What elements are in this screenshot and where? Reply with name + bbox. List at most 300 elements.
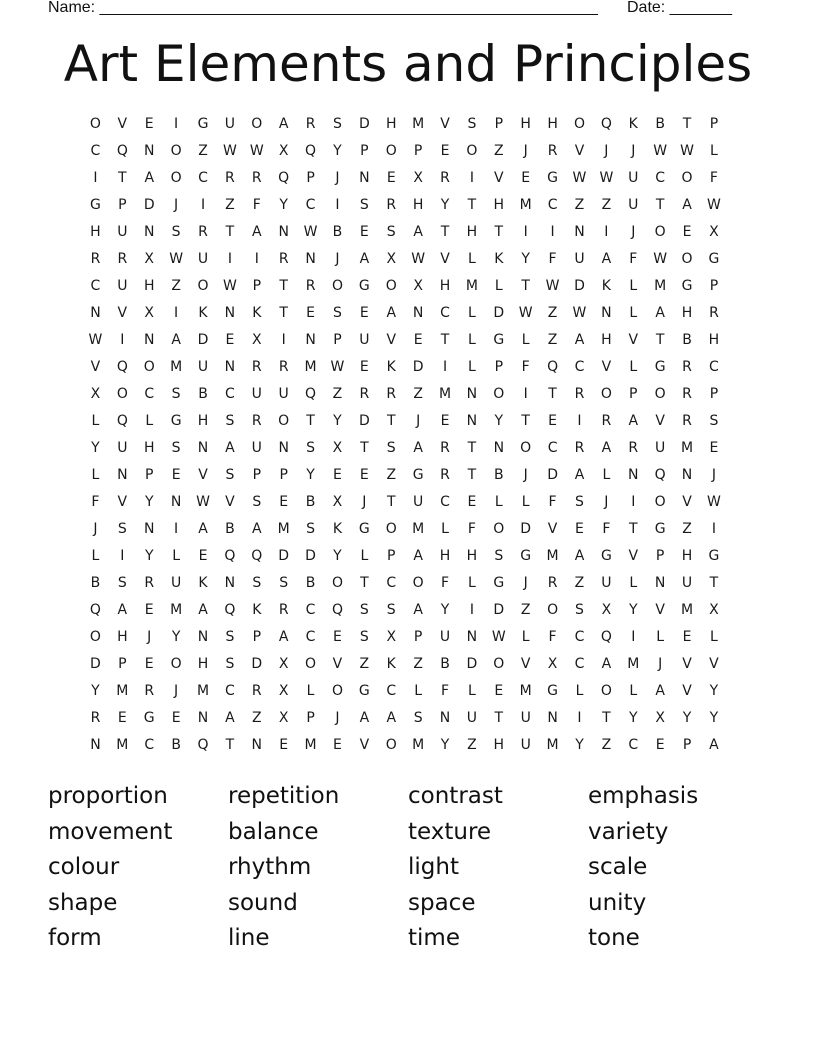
grid-letter[interactable]: A: [413, 548, 423, 564]
grid-letter[interactable]: M: [170, 359, 183, 375]
grid-letter[interactable]: Y: [575, 737, 584, 753]
grid-letter[interactable]: S: [709, 413, 719, 429]
grid-letter[interactable]: O: [278, 413, 290, 429]
grid-letter[interactable]: D: [493, 305, 505, 321]
grid-letter[interactable]: I: [174, 116, 179, 132]
grid-letter[interactable]: J: [604, 143, 609, 159]
grid-letter[interactable]: G: [654, 521, 666, 537]
grid-letter[interactable]: W: [196, 494, 210, 510]
grid-letter[interactable]: U: [520, 737, 531, 753]
grid-letter[interactable]: U: [197, 359, 209, 375]
grid-letter[interactable]: D: [466, 656, 478, 672]
grid-letter[interactable]: A: [601, 251, 612, 267]
grid-letter[interactable]: P: [118, 197, 127, 213]
grid-letter[interactable]: E: [682, 224, 692, 240]
grid-letter[interactable]: N: [143, 143, 155, 159]
grid-letter[interactable]: E: [548, 413, 558, 429]
grid-letter[interactable]: W: [599, 170, 614, 186]
grid-letter[interactable]: F: [548, 629, 557, 645]
grid-letter[interactable]: G: [197, 116, 209, 132]
grid-letter[interactable]: O: [89, 116, 101, 132]
grid-letter[interactable]: C: [305, 197, 316, 213]
grid-letter[interactable]: F: [709, 170, 718, 186]
grid-letter[interactable]: N: [601, 305, 612, 321]
grid-letter[interactable]: R: [574, 386, 585, 402]
grid-letter[interactable]: X: [278, 143, 289, 159]
grid-letter[interactable]: A: [225, 710, 235, 726]
grid-letter[interactable]: T: [360, 575, 369, 591]
grid-letter[interactable]: M: [304, 737, 317, 753]
grid-letter[interactable]: Q: [251, 548, 263, 564]
grid-letter[interactable]: V: [332, 656, 343, 672]
grid-letter[interactable]: O: [331, 278, 343, 294]
grid-letter[interactable]: W: [707, 494, 721, 510]
grid-letter[interactable]: H: [439, 278, 451, 294]
grid-letter[interactable]: W: [680, 143, 694, 159]
grid-letter[interactable]: U: [655, 440, 666, 456]
grid-letter[interactable]: Q: [600, 629, 612, 645]
grid-letter[interactable]: R: [278, 602, 289, 618]
grid-letter[interactable]: C: [386, 683, 397, 699]
grid-letter[interactable]: U: [439, 629, 451, 645]
grid-letter[interactable]: E: [144, 656, 154, 672]
grid-letter[interactable]: V: [682, 494, 692, 510]
grid-letter[interactable]: A: [574, 467, 585, 483]
grid-letter[interactable]: F: [548, 494, 557, 510]
grid-letter[interactable]: R: [574, 440, 585, 456]
grid-letter[interactable]: V: [359, 737, 370, 753]
grid-letter[interactable]: S: [333, 305, 342, 321]
grid-letter[interactable]: D: [493, 602, 505, 618]
grid-letter[interactable]: W: [518, 305, 533, 321]
grid-letter[interactable]: E: [144, 602, 154, 618]
grid-letter[interactable]: G: [493, 332, 505, 348]
grid-letter[interactable]: C: [440, 305, 450, 321]
grid-letter[interactable]: A: [225, 440, 235, 456]
grid-letter[interactable]: F: [91, 494, 100, 510]
grid-letter[interactable]: Q: [116, 413, 128, 429]
grid-letter[interactable]: U: [628, 170, 639, 186]
grid-letter[interactable]: M: [546, 548, 559, 564]
grid-letter[interactable]: V: [494, 170, 504, 186]
grid-letter[interactable]: T: [709, 575, 719, 591]
grid-letter[interactable]: H: [493, 737, 505, 753]
grid-letter[interactable]: L: [656, 629, 665, 645]
grid-letter[interactable]: Q: [89, 602, 101, 618]
grid-letter[interactable]: W: [572, 170, 587, 186]
date-field-label[interactable]: Date: _______: [627, 0, 732, 16]
grid-letter[interactable]: O: [573, 116, 585, 132]
grid-letter[interactable]: L: [91, 467, 100, 483]
grid-letter[interactable]: C: [574, 629, 585, 645]
grid-letter[interactable]: M: [116, 683, 129, 699]
grid-letter[interactable]: K: [601, 278, 611, 294]
grid-letter[interactable]: A: [574, 332, 585, 348]
grid-letter[interactable]: R: [90, 251, 101, 267]
grid-letter[interactable]: A: [413, 224, 423, 240]
grid-letter[interactable]: J: [523, 575, 528, 591]
grid-letter[interactable]: E: [144, 116, 154, 132]
grid-letter[interactable]: T: [467, 440, 477, 456]
grid-letter[interactable]: H: [197, 413, 209, 429]
grid-letter[interactable]: Z: [547, 305, 558, 321]
grid-letter[interactable]: G: [520, 548, 532, 564]
grid-letter[interactable]: L: [441, 521, 449, 537]
grid-letter[interactable]: T: [602, 710, 611, 726]
grid-letter[interactable]: V: [682, 683, 692, 699]
grid-letter[interactable]: X: [709, 224, 719, 240]
grid-letter[interactable]: R: [601, 413, 612, 429]
grid-letter[interactable]: J: [631, 224, 636, 240]
grid-letter[interactable]: X: [386, 629, 397, 645]
grid-letter[interactable]: A: [386, 710, 397, 726]
grid-letter[interactable]: W: [491, 629, 506, 645]
grid-letter[interactable]: X: [601, 602, 612, 618]
grid-letter[interactable]: A: [359, 251, 370, 267]
grid-letter[interactable]: W: [545, 278, 560, 294]
grid-letter[interactable]: Y: [91, 683, 100, 699]
grid-letter[interactable]: X: [278, 656, 289, 672]
grid-letter[interactable]: H: [143, 278, 155, 294]
grid-letter[interactable]: A: [144, 170, 155, 186]
grid-letter[interactable]: F: [440, 575, 450, 591]
grid-letter[interactable]: Z: [251, 710, 262, 726]
grid-letter[interactable]: F: [548, 251, 557, 267]
grid-letter[interactable]: S: [359, 629, 369, 645]
grid-letter[interactable]: R: [440, 440, 450, 456]
grid-letter[interactable]: P: [252, 278, 262, 294]
grid-letter[interactable]: O: [493, 386, 505, 402]
grid-letter[interactable]: V: [520, 656, 531, 672]
grid-letter[interactable]: C: [628, 737, 639, 753]
grid-letter[interactable]: L: [360, 548, 369, 564]
grid-letter[interactable]: X: [251, 332, 262, 348]
grid-letter[interactable]: P: [413, 629, 423, 645]
grid-letter[interactable]: L: [468, 683, 476, 699]
grid-letter[interactable]: P: [682, 737, 692, 753]
grid-letter[interactable]: S: [575, 494, 584, 510]
grid-letter[interactable]: I: [200, 197, 206, 213]
grid-letter[interactable]: N: [305, 251, 316, 267]
grid-letter[interactable]: V: [682, 656, 692, 672]
grid-letter[interactable]: O: [520, 440, 532, 456]
grid-letter[interactable]: Y: [279, 197, 288, 213]
grid-letter[interactable]: E: [494, 683, 504, 699]
grid-letter[interactable]: K: [252, 602, 262, 618]
grid-letter[interactable]: Q: [224, 602, 236, 618]
grid-letter[interactable]: W: [653, 251, 668, 267]
grid-letter[interactable]: A: [278, 116, 289, 132]
grid-letter[interactable]: S: [494, 548, 504, 564]
grid-letter[interactable]: L: [602, 467, 611, 483]
grid-letter[interactable]: A: [628, 413, 639, 429]
grid-letter[interactable]: N: [143, 521, 155, 537]
grid-letter[interactable]: H: [90, 224, 101, 240]
grid-letter[interactable]: L: [91, 548, 100, 564]
grid-letter[interactable]: P: [306, 710, 315, 726]
grid-letter[interactable]: U: [601, 575, 612, 591]
grid-letter[interactable]: A: [574, 548, 585, 564]
grid-letter[interactable]: C: [90, 143, 101, 159]
grid-letter[interactable]: C: [90, 278, 101, 294]
grid-letter[interactable]: R: [117, 251, 128, 267]
grid-letter[interactable]: V: [440, 251, 450, 267]
grid-letter[interactable]: D: [143, 197, 155, 213]
grid-letter[interactable]: B: [655, 116, 665, 132]
grid-letter[interactable]: A: [252, 224, 262, 240]
grid-letter[interactable]: K: [386, 656, 396, 672]
grid-letter[interactable]: V: [709, 656, 719, 672]
grid-letter[interactable]: L: [710, 629, 718, 645]
grid-letter[interactable]: R: [251, 413, 262, 429]
grid-letter[interactable]: K: [494, 251, 504, 267]
grid-letter[interactable]: J: [658, 656, 663, 672]
grid-letter[interactable]: S: [413, 710, 423, 726]
grid-letter[interactable]: P: [252, 629, 262, 645]
grid-letter[interactable]: T: [494, 710, 504, 726]
grid-letter[interactable]: M: [412, 521, 425, 537]
grid-letter[interactable]: O: [600, 386, 612, 402]
grid-letter[interactable]: U: [413, 494, 424, 510]
grid-letter[interactable]: T: [467, 467, 477, 483]
grid-letter[interactable]: I: [281, 332, 286, 348]
grid-letter[interactable]: T: [225, 737, 235, 753]
grid-letter[interactable]: C: [574, 656, 585, 672]
grid-letter[interactable]: N: [224, 305, 236, 321]
grid-letter[interactable]: R: [90, 710, 101, 726]
grid-letter[interactable]: N: [466, 413, 478, 429]
grid-letter[interactable]: N: [143, 332, 155, 348]
grid-letter[interactable]: J: [523, 143, 528, 159]
grid-letter[interactable]: Y: [333, 413, 342, 429]
grid-letter[interactable]: C: [198, 170, 208, 186]
grid-letter[interactable]: U: [170, 575, 182, 591]
grid-letter[interactable]: Z: [198, 143, 208, 159]
grid-letter[interactable]: M: [519, 197, 532, 213]
grid-letter[interactable]: Q: [654, 467, 666, 483]
grid-letter[interactable]: O: [385, 737, 397, 753]
grid-letter[interactable]: C: [574, 359, 585, 375]
grid-letter[interactable]: R: [386, 197, 397, 213]
grid-letter[interactable]: N: [628, 467, 639, 483]
grid-letter[interactable]: U: [117, 224, 128, 240]
grid-letter[interactable]: Z: [359, 656, 370, 672]
grid-letter[interactable]: E: [333, 737, 342, 753]
grid-letter[interactable]: G: [708, 251, 720, 267]
grid-letter[interactable]: V: [225, 494, 235, 510]
grid-letter[interactable]: S: [359, 602, 369, 618]
grid-letter[interactable]: H: [466, 548, 478, 564]
grid-letter[interactable]: M: [116, 737, 129, 753]
grid-letter[interactable]: B: [440, 656, 450, 672]
grid-letter[interactable]: G: [708, 548, 720, 564]
grid-letter[interactable]: Y: [709, 710, 719, 726]
grid-letter[interactable]: G: [493, 575, 505, 591]
grid-letter[interactable]: B: [682, 332, 692, 348]
grid-letter[interactable]: L: [468, 359, 476, 375]
grid-letter[interactable]: U: [628, 197, 639, 213]
grid-letter[interactable]: I: [523, 224, 528, 240]
grid-letter[interactable]: S: [117, 575, 127, 591]
grid-letter[interactable]: U: [224, 116, 236, 132]
grid-letter[interactable]: L: [629, 359, 638, 375]
grid-letter[interactable]: B: [198, 386, 208, 402]
grid-letter[interactable]: H: [493, 197, 505, 213]
name-field-label[interactable]: Name: ________________________________________________________: [48, 0, 598, 16]
grid-letter[interactable]: N: [117, 467, 128, 483]
grid-letter[interactable]: Z: [547, 332, 558, 348]
grid-letter[interactable]: K: [198, 305, 208, 321]
grid-letter[interactable]: Z: [386, 467, 397, 483]
grid-letter[interactable]: E: [386, 170, 396, 186]
grid-letter[interactable]: T: [225, 224, 235, 240]
grid-letter[interactable]: V: [386, 332, 397, 348]
grid-letter[interactable]: G: [143, 710, 155, 726]
grid-letter[interactable]: J: [335, 170, 340, 186]
grid-letter[interactable]: O: [600, 683, 612, 699]
grid-letter[interactable]: Q: [305, 386, 317, 402]
grid-letter[interactable]: L: [521, 332, 530, 348]
grid-letter[interactable]: Y: [144, 494, 154, 510]
grid-letter[interactable]: O: [654, 494, 666, 510]
grid-letter[interactable]: N: [278, 224, 289, 240]
grid-letter[interactable]: V: [628, 548, 639, 564]
grid-letter[interactable]: T: [440, 332, 450, 348]
grid-letter[interactable]: E: [682, 629, 692, 645]
grid-letter[interactable]: L: [468, 575, 476, 591]
grid-letter[interactable]: C: [386, 575, 397, 591]
grid-letter[interactable]: R: [251, 359, 262, 375]
grid-letter[interactable]: L: [629, 683, 638, 699]
grid-letter[interactable]: P: [387, 548, 396, 564]
grid-letter[interactable]: X: [547, 656, 558, 672]
grid-letter[interactable]: B: [305, 494, 316, 510]
grid-letter[interactable]: F: [440, 683, 450, 699]
grid-letter[interactable]: G: [547, 170, 559, 186]
grid-letter[interactable]: U: [359, 332, 370, 348]
grid-letter[interactable]: Y: [440, 602, 450, 618]
grid-letter[interactable]: S: [225, 629, 235, 645]
grid-letter[interactable]: I: [469, 602, 474, 618]
grid-letter[interactable]: X: [413, 170, 423, 186]
grid-letter[interactable]: J: [523, 467, 528, 483]
grid-letter[interactable]: L: [629, 278, 638, 294]
grid-letter[interactable]: I: [442, 359, 448, 375]
grid-letter[interactable]: Y: [628, 602, 638, 618]
grid-letter[interactable]: S: [171, 224, 181, 240]
grid-letter[interactable]: O: [493, 656, 505, 672]
grid-letter[interactable]: N: [359, 170, 370, 186]
grid-letter[interactable]: P: [306, 170, 315, 186]
grid-letter[interactable]: A: [655, 683, 665, 699]
grid-letter[interactable]: M: [546, 737, 559, 753]
grid-letter[interactable]: M: [680, 602, 694, 618]
grid-letter[interactable]: C: [547, 197, 558, 213]
grid-letter[interactable]: L: [629, 575, 638, 591]
grid-letter[interactable]: P: [494, 116, 504, 132]
grid-letter[interactable]: B: [171, 737, 181, 753]
grid-letter[interactable]: E: [575, 521, 584, 537]
grid-letter[interactable]: F: [521, 359, 530, 375]
grid-letter[interactable]: O: [466, 143, 478, 159]
grid-letter[interactable]: Q: [547, 359, 559, 375]
grid-letter[interactable]: C: [225, 386, 235, 402]
grid-letter[interactable]: N: [197, 710, 209, 726]
grid-letter[interactable]: V: [117, 305, 128, 321]
grid-letter[interactable]: M: [519, 683, 532, 699]
grid-letter[interactable]: O: [681, 170, 693, 186]
grid-letter[interactable]: F: [629, 251, 638, 267]
grid-letter[interactable]: I: [120, 332, 125, 348]
grid-letter[interactable]: P: [494, 359, 504, 375]
grid-letter[interactable]: U: [681, 575, 693, 591]
grid-letter[interactable]: H: [439, 548, 451, 564]
grid-letter[interactable]: H: [412, 197, 424, 213]
grid-letter[interactable]: U: [251, 386, 262, 402]
grid-letter[interactable]: N: [466, 386, 478, 402]
grid-letter[interactable]: B: [90, 575, 101, 591]
grid-letter[interactable]: R: [359, 386, 370, 402]
grid-letter[interactable]: D: [305, 548, 316, 564]
grid-letter[interactable]: U: [117, 278, 128, 294]
grid-letter[interactable]: M: [438, 386, 452, 402]
grid-letter[interactable]: O: [412, 575, 424, 591]
grid-letter[interactable]: R: [440, 467, 450, 483]
grid-letter[interactable]: Q: [278, 170, 290, 186]
grid-letter[interactable]: O: [305, 656, 317, 672]
grid-letter[interactable]: C: [225, 683, 235, 699]
grid-letter[interactable]: O: [251, 116, 263, 132]
grid-letter[interactable]: S: [333, 116, 342, 132]
grid-letter[interactable]: I: [577, 710, 582, 726]
grid-letter[interactable]: H: [681, 548, 693, 564]
grid-letter[interactable]: U: [251, 440, 262, 456]
grid-letter[interactable]: R: [305, 116, 316, 132]
grid-letter[interactable]: Z: [413, 656, 423, 672]
grid-letter[interactable]: X: [709, 602, 719, 618]
grid-letter[interactable]: S: [252, 575, 262, 591]
grid-letter[interactable]: E: [225, 332, 235, 348]
grid-letter[interactable]: T: [279, 305, 288, 321]
grid-letter[interactable]: E: [279, 494, 289, 510]
grid-letter[interactable]: E: [359, 467, 369, 483]
grid-letter[interactable]: H: [520, 116, 531, 132]
grid-letter[interactable]: E: [117, 710, 127, 726]
grid-letter[interactable]: S: [225, 656, 235, 672]
grid-letter[interactable]: K: [332, 521, 343, 537]
grid-letter[interactable]: T: [386, 494, 396, 510]
grid-letter[interactable]: L: [172, 548, 181, 564]
grid-letter[interactable]: L: [494, 494, 503, 510]
grid-letter[interactable]: O: [385, 278, 397, 294]
grid-letter[interactable]: H: [547, 116, 558, 132]
grid-letter[interactable]: Q: [224, 548, 236, 564]
grid-letter[interactable]: T: [306, 413, 315, 429]
grid-letter[interactable]: S: [467, 116, 477, 132]
grid-letter[interactable]: V: [574, 143, 585, 159]
grid-letter[interactable]: T: [682, 116, 692, 132]
grid-letter[interactable]: J: [604, 494, 609, 510]
grid-letter[interactable]: L: [521, 494, 530, 510]
grid-letter[interactable]: E: [440, 143, 450, 159]
grid-letter[interactable]: P: [333, 332, 342, 348]
grid-letter[interactable]: R: [440, 170, 450, 186]
grid-letter[interactable]: T: [279, 278, 288, 294]
grid-letter[interactable]: S: [225, 413, 235, 429]
grid-letter[interactable]: Z: [225, 197, 235, 213]
grid-letter[interactable]: Z: [574, 197, 585, 213]
grid-letter[interactable]: O: [170, 170, 182, 186]
